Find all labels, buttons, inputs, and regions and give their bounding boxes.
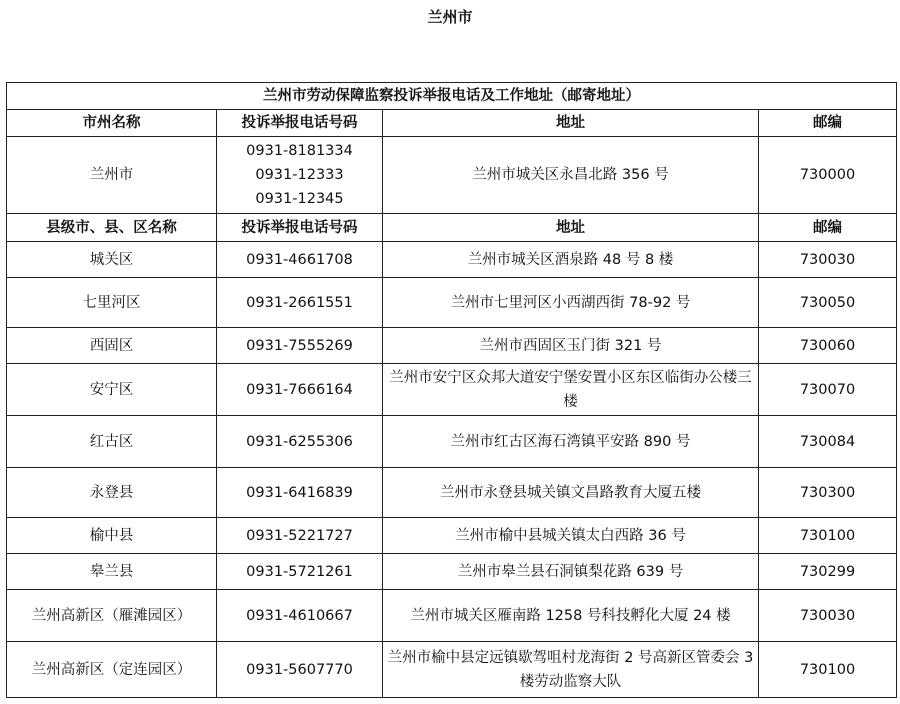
district-phone: 0931-6416839	[217, 468, 383, 518]
district-postcode: 730050	[759, 278, 897, 328]
district-phone: 0931-6255306	[217, 416, 383, 468]
district-address: 兰州市榆中县城关镇太白西路 36 号	[383, 518, 759, 554]
district-address: 兰州市安宁区众邦大道安宁堡安置小区东区临街办公楼三楼	[383, 364, 759, 416]
district-postcode: 730300	[759, 468, 897, 518]
district-phone: 0931-2661551	[217, 278, 383, 328]
table-row	[7, 518, 897, 554]
district-address: 兰州市榆中县定远镇歇驾咀村龙海街 2 号高新区管委会 3 楼劳动监察大队	[383, 642, 759, 698]
district-address: 兰州市红古区海石湾镇平安路 890 号	[383, 416, 759, 468]
table-row	[7, 590, 897, 642]
table-row	[7, 642, 897, 698]
header-district-address: 地址	[383, 214, 759, 242]
table-row	[7, 468, 897, 518]
district-postcode: 730030	[759, 590, 897, 642]
table-row	[7, 416, 897, 468]
district-name: 七里河区	[7, 278, 217, 328]
district-postcode: 730299	[759, 554, 897, 590]
district-phone: 0931-4610667	[217, 590, 383, 642]
header-city-name: 市州名称	[7, 110, 217, 137]
district-name: 城关区	[7, 242, 217, 278]
header-phone: 投诉举报电话号码	[217, 110, 383, 137]
district-name: 永登县	[7, 468, 217, 518]
district-name: 红古区	[7, 416, 217, 468]
district-address: 兰州市城关区酒泉路 48 号 8 楼	[383, 242, 759, 278]
district-name: 西固区	[7, 328, 217, 364]
city-header-row	[7, 110, 897, 137]
table-row	[7, 328, 897, 364]
table-caption: 兰州市劳动保障监察投诉举报电话及工作地址（邮寄地址）	[7, 83, 897, 110]
city-phones	[217, 137, 383, 214]
table-row	[7, 278, 897, 328]
contact-table	[6, 82, 897, 698]
district-postcode: 730030	[759, 242, 897, 278]
city-row	[7, 137, 897, 214]
header-address: 地址	[383, 110, 759, 137]
district-postcode: 730084	[759, 416, 897, 468]
table-row	[7, 242, 897, 278]
district-address: 兰州市西固区玉门街 321 号	[383, 328, 759, 364]
district-postcode: 730100	[759, 518, 897, 554]
district-phone: 0931-7666164	[217, 364, 383, 416]
district-name: 榆中县	[7, 518, 217, 554]
page-title: 兰州市	[427, 8, 473, 26]
table-row	[7, 554, 897, 590]
district-name: 兰州高新区（雁滩园区）	[7, 590, 217, 642]
district-address: 兰州市城关区雁南路 1258 号科技孵化大厦 24 楼	[383, 590, 759, 642]
district-phone: 0931-5607770	[217, 642, 383, 698]
district-phone: 0931-7555269	[217, 328, 383, 364]
header-district-postcode: 邮编	[759, 214, 897, 242]
district-name: 兰州高新区（定连园区）	[7, 642, 217, 698]
district-phone: 0931-5221727	[217, 518, 383, 554]
district-address: 兰州市皋兰县石洞镇梨花路 639 号	[383, 554, 759, 590]
district-postcode: 730060	[759, 328, 897, 364]
city-postcode: 730000	[759, 137, 897, 214]
district-name: 皋兰县	[7, 554, 217, 590]
table-caption-row	[7, 83, 897, 110]
district-header-row	[7, 214, 897, 242]
header-district-phone: 投诉举报电话号码	[217, 214, 383, 242]
district-postcode: 730070	[759, 364, 897, 416]
city-address: 兰州市城关区永昌北路 356 号	[383, 137, 759, 214]
city-name: 兰州市	[7, 137, 217, 214]
district-address: 兰州市永登县城关镇文昌路教育大厦五楼	[383, 468, 759, 518]
district-phone: 0931-4661708	[217, 242, 383, 278]
city-phone-2: 0931-12333	[255, 167, 344, 183]
header-postcode: 邮编	[759, 110, 897, 137]
table-row	[7, 364, 897, 416]
city-phone-1: 0931-8181334	[246, 143, 353, 159]
city-phone-3: 0931-12345	[255, 191, 344, 207]
district-address: 兰州市七里河区小西湖西街 78-92 号	[383, 278, 759, 328]
district-name: 安宁区	[7, 364, 217, 416]
district-phone: 0931-5721261	[217, 554, 383, 590]
district-postcode: 730100	[759, 642, 897, 698]
header-district-name: 县级市、县、区名称	[7, 214, 217, 242]
